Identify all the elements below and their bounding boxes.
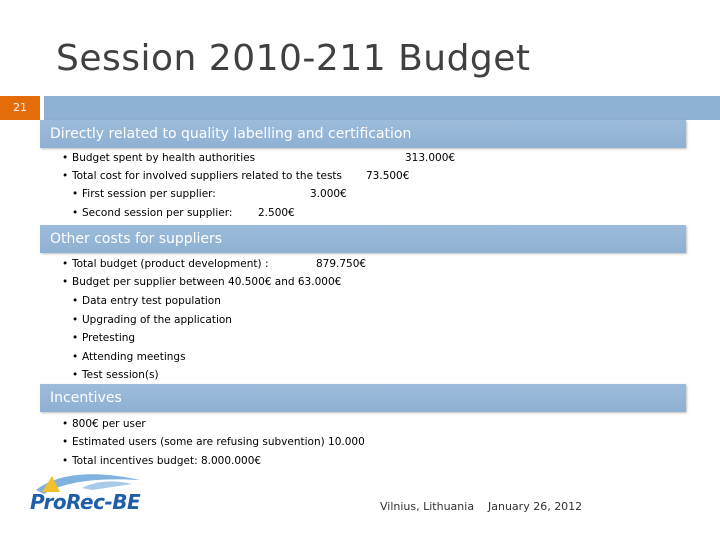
amount-value: 879.750€ (316, 258, 367, 270)
amount-value: 3.000€ (310, 188, 347, 200)
bullet-item: • Budget per supplier between 40.500€ and 63.000€ (62, 276, 342, 288)
bullet-item: • Test session(s) (72, 369, 159, 381)
bullet-item: • Total budget (product development) : (62, 258, 269, 270)
amount-value: 2.500€ (258, 207, 295, 219)
bullet-item: • 800€ per user (62, 418, 146, 430)
header-bar (44, 96, 720, 120)
bullet-item: • Data entry test population (72, 295, 221, 307)
bullet-item: • Total incentives budget: 8.000.000€ (62, 455, 262, 467)
section-heading-incentives: Incentives (40, 384, 686, 412)
logo-text: ProRec-BE (30, 490, 141, 514)
bullet-item: • Budget spent by health authorities (62, 152, 256, 164)
page-title: Session 2010-211 Budget (56, 38, 531, 79)
footer-location: Vilnius, Lithuania (380, 500, 475, 513)
bullet-item: • Second session per supplier: (72, 207, 233, 219)
prorec-logo (22, 468, 152, 518)
bullet-item: • Total cost for involved suppliers related to the tests (62, 170, 342, 182)
bullet-item: • Upgrading of the application (72, 314, 232, 326)
bullet-item: • First session per supplier: (72, 188, 216, 200)
slide-number: 21 (0, 96, 40, 120)
amount-value: 313.000€ (405, 152, 456, 164)
bullet-item: • Pretesting (72, 332, 136, 344)
section-heading-quality: Directly related to quality labelling and certification (40, 120, 686, 148)
bullet-item: • Estimated users (some are refusing subvention) 10.000 (62, 436, 365, 448)
bullet-item: • Attending meetings (72, 351, 186, 363)
section-heading-other-costs: Other costs for suppliers (40, 225, 686, 253)
footer-date: January 26, 2012 (488, 500, 583, 513)
amount-value: 73.500€ (366, 170, 410, 182)
